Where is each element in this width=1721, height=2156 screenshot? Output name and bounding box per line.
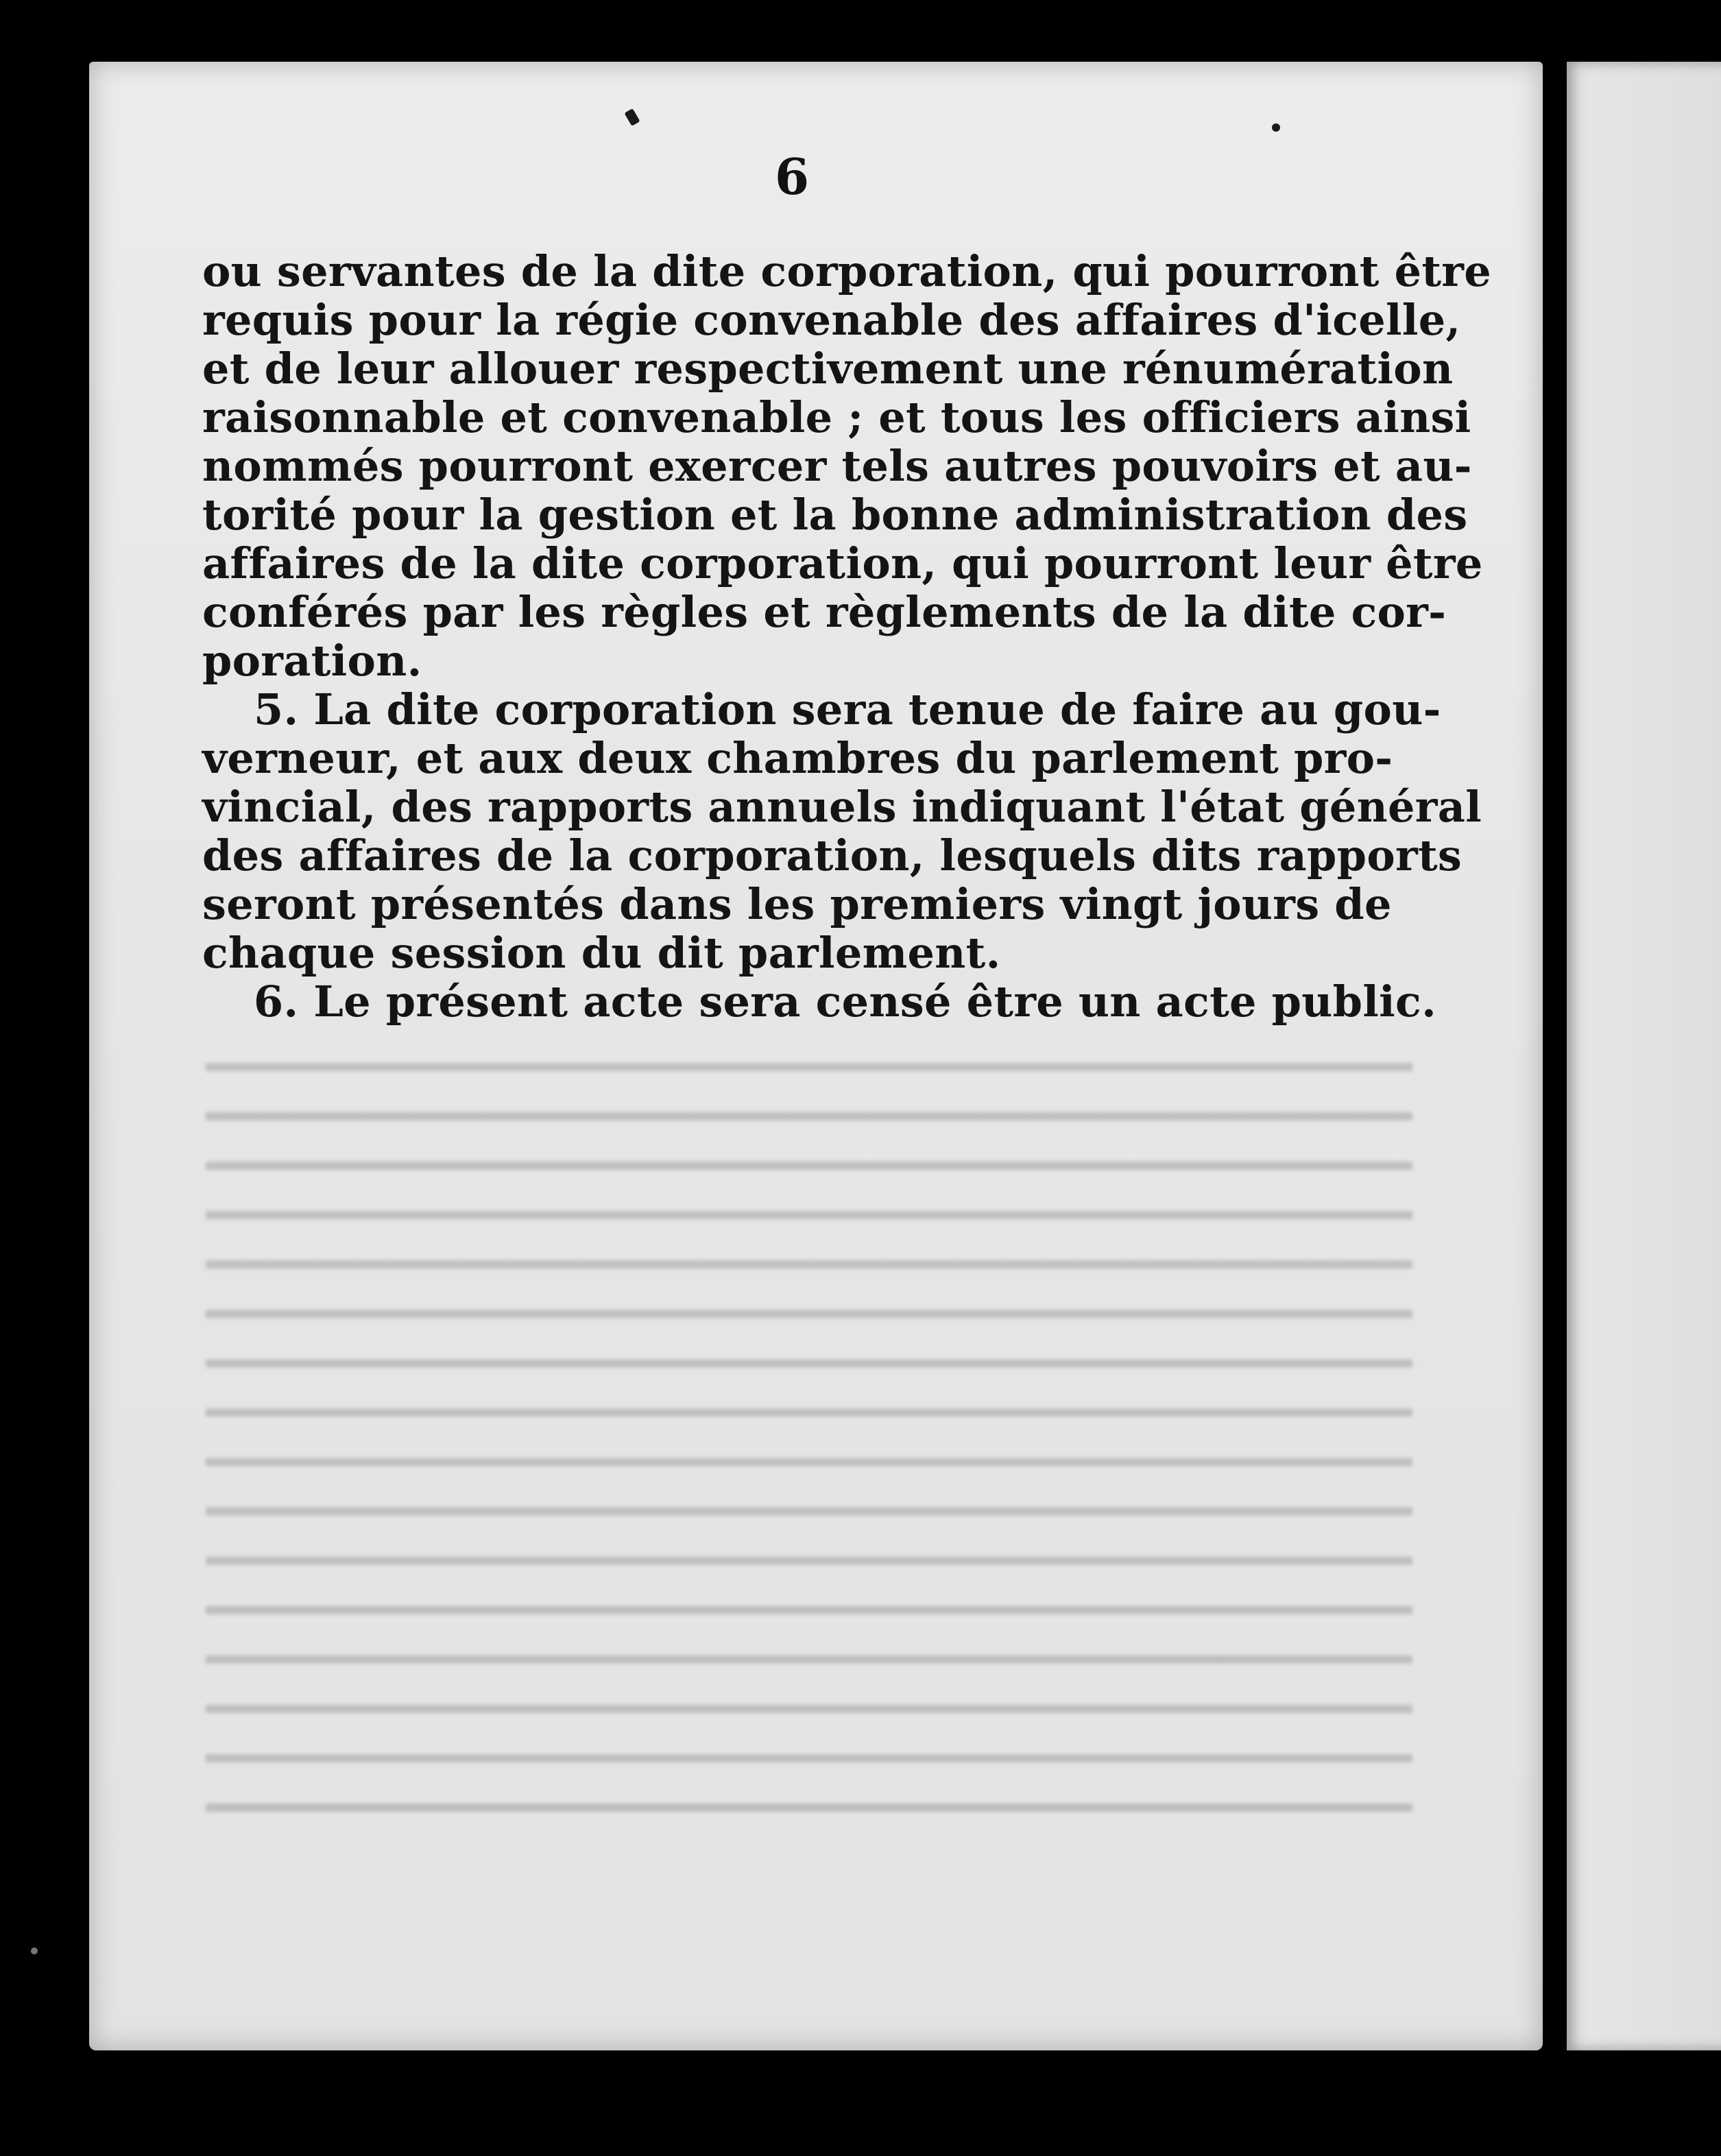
bleed-through-shadow bbox=[206, 1042, 1412, 1831]
text-line: verneur, et aux deux chambres du parlement pro- bbox=[202, 733, 1393, 783]
text-line: poration. bbox=[202, 636, 422, 686]
section-6-line: 6. Le présent acte sera censé être un acte public. bbox=[254, 977, 1436, 1027]
text-line: des affaires de la corporation, lesquels dits rapports bbox=[202, 830, 1463, 881]
text-line: et de leur allouer respectivement une rénumération bbox=[202, 344, 1454, 394]
text-line: affaires de la dite corporation, qui pourront leur être bbox=[202, 538, 1483, 588]
text-line: nommés pourront exercer tels autres pouvoirs et au- bbox=[202, 441, 1472, 491]
text-line: conférés par les règles et règlements de la dite cor- bbox=[202, 587, 1447, 637]
book-gutter bbox=[1543, 62, 1567, 2050]
text-line: raisonnable et convenable ; et tous les officiers ainsi bbox=[202, 392, 1471, 442]
text-line: seront présentés dans les premiers vingt jours de bbox=[202, 879, 1392, 929]
text-line: torité pour la gestion et la bonne administration des bbox=[202, 490, 1468, 540]
section-5-line: 5. La dite corporation sera tenue de faire au gou- bbox=[254, 684, 1441, 734]
text-line: ou servantes de la dite corporation, qui pourront être bbox=[202, 246, 1491, 296]
body-text bbox=[202, 246, 1491, 1027]
text-line: requis pour la régie convenable des affaires d'icelle, bbox=[202, 295, 1461, 345]
right-page-edge bbox=[1567, 62, 1721, 2050]
ink-speck bbox=[31, 1948, 38, 1954]
ink-speck bbox=[1272, 123, 1280, 132]
text-line: chaque session du dit parlement. bbox=[202, 928, 1001, 978]
text-line: vincial, des rapports annuels indiquant l'état général bbox=[202, 782, 1482, 832]
page-number: 6 bbox=[774, 147, 810, 206]
